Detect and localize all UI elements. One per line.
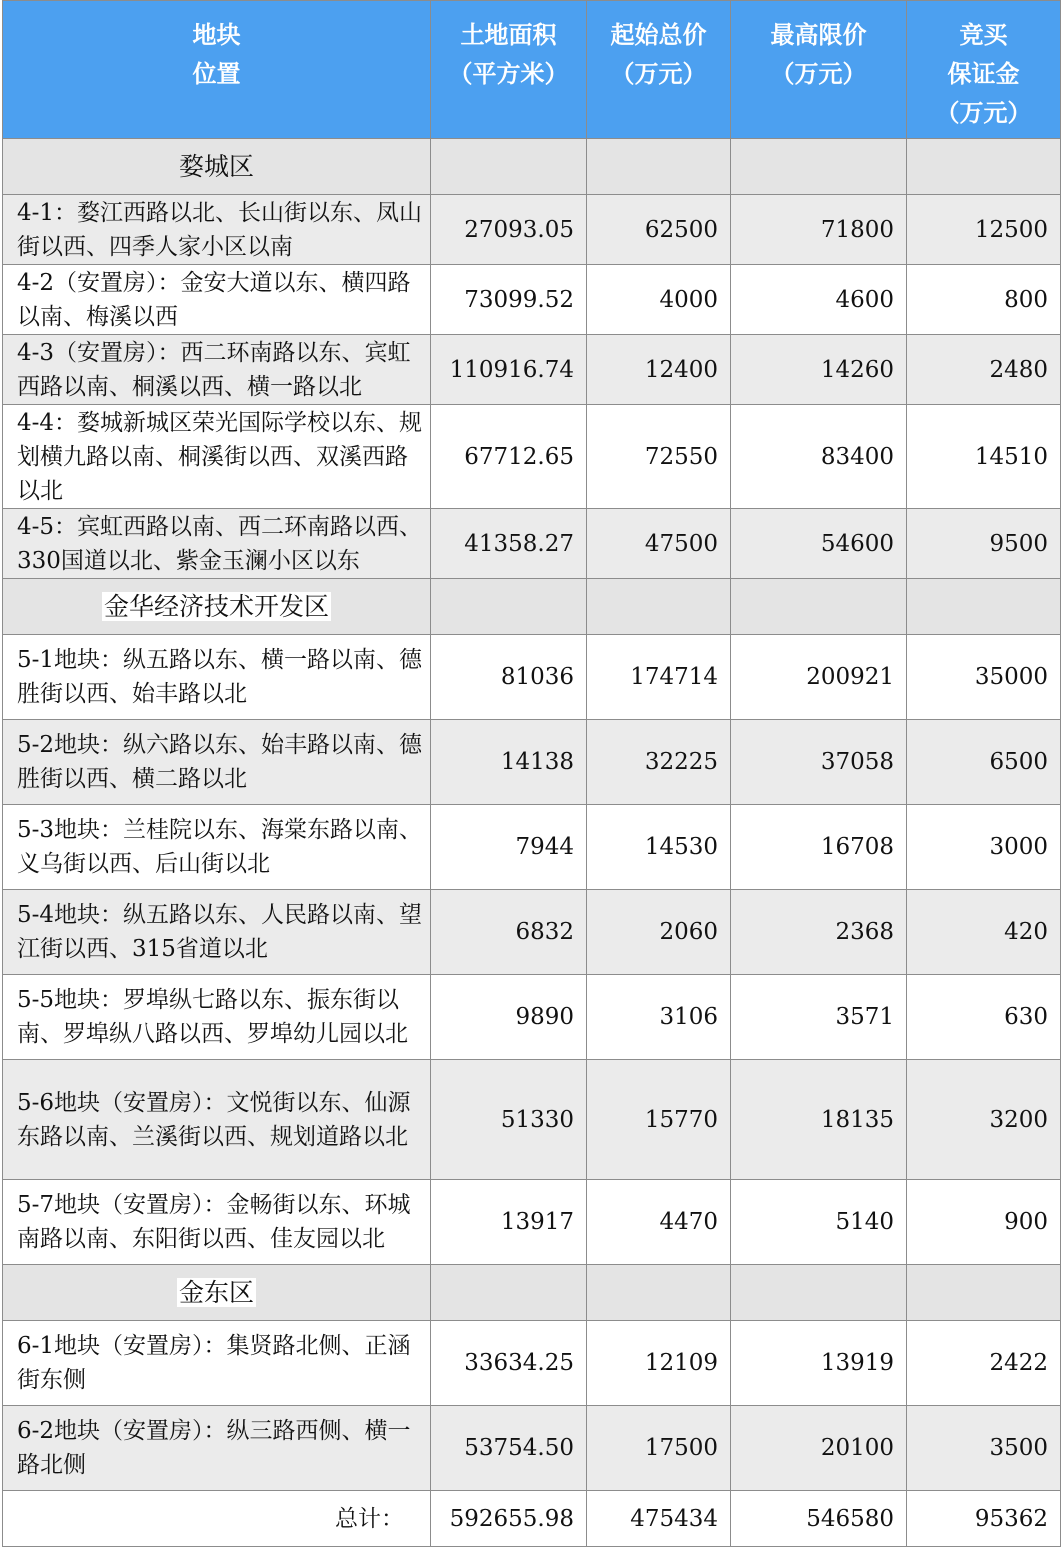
- table-row: [3, 1180, 1061, 1265]
- area-cell: 9890: [431, 975, 587, 1060]
- table-body: [3, 139, 1061, 1491]
- section-label-text: 金华经济技术开发区: [103, 591, 329, 621]
- start-price-cell: 4470: [587, 1180, 731, 1265]
- deposit-cell: 3000: [907, 805, 1061, 890]
- table-row: [3, 335, 1061, 405]
- header-area: [431, 1, 587, 139]
- section-empty-cell: [431, 579, 587, 635]
- area-cell: 27093.05: [431, 195, 587, 265]
- section-empty-cell: [731, 139, 907, 195]
- location-cell: 4-2（安置房）：金安大道以东、横四路以南、梅溪以西: [3, 265, 431, 335]
- deposit-cell: 6500: [907, 720, 1061, 805]
- deposit-cell: 2480: [907, 335, 1061, 405]
- area-cell: 81036: [431, 635, 587, 720]
- max-price-cell: 18135: [731, 1060, 907, 1180]
- location-cell: 5-4地块：纵五路以东、人民路以南、望江街以西、315省道以北: [3, 890, 431, 975]
- deposit-cell: 3200: [907, 1060, 1061, 1180]
- table-header: [3, 1, 1061, 139]
- max-price-cell: 200921: [731, 635, 907, 720]
- deposit-cell: 9500: [907, 509, 1061, 579]
- section-empty-cell: [907, 1265, 1061, 1321]
- location-cell: 4-1：婺江西路以北、长山街以东、凤山街以西、四季人家小区以南: [3, 195, 431, 265]
- location-cell: 5-5地块：罗埠纵七路以东、振东街以南、罗埠纵八路以西、罗埠幼儿园以北: [3, 975, 431, 1060]
- header-row: [3, 1, 1061, 139]
- max-price-cell: 5140: [731, 1180, 907, 1265]
- start-price-cell: 174714: [587, 635, 731, 720]
- location-cell: 5-1地块：纵五路以东、横一路以南、德胜街以西、始丰路以北: [3, 635, 431, 720]
- table-row: [3, 509, 1061, 579]
- deposit-cell: 12500: [907, 195, 1061, 265]
- total-deposit: 95362: [907, 1491, 1061, 1547]
- section-empty-cell: [907, 579, 1061, 635]
- location-cell: 6-1地块（安置房）：集贤路北侧、正涵街东侧: [3, 1321, 431, 1406]
- max-price-cell: 13919: [731, 1321, 907, 1406]
- section-label: [3, 1265, 431, 1321]
- max-price-cell: 3571: [731, 975, 907, 1060]
- table-row: [3, 1060, 1061, 1180]
- location-cell: 5-3地块：兰桂院以东、海棠东路以南、义乌街以西、后山街以北: [3, 805, 431, 890]
- table-row: [3, 1321, 1061, 1406]
- header-start-price-line: 起始总价: [610, 20, 707, 49]
- max-price-cell: 54600: [731, 509, 907, 579]
- table-row: [3, 265, 1061, 335]
- land-auction-table: [2, 0, 1061, 1547]
- table-footer: [3, 1491, 1061, 1547]
- area-cell: 110916.74: [431, 335, 587, 405]
- total-label: 总计：: [3, 1491, 431, 1547]
- location-cell: 5-7地块（安置房）：金畅街以东、环城南路以南、东阳街以西、佳友园以北: [3, 1180, 431, 1265]
- header-location: [3, 1, 431, 139]
- header-deposit-line: （万元）: [935, 98, 1032, 127]
- header-area-line: 土地面积: [460, 20, 557, 49]
- deposit-cell: 14510: [907, 405, 1061, 509]
- location-cell: 4-5：宾虹西路以南、西二环南路以西、330国道以北、紫金玉澜小区以东: [3, 509, 431, 579]
- location-cell: 5-6地块（安置房）：文悦街以东、仙源东路以南、兰溪街以西、规划道路以北: [3, 1060, 431, 1180]
- start-price-cell: 2060: [587, 890, 731, 975]
- section-row: [3, 139, 1061, 195]
- start-price-cell: 17500: [587, 1406, 731, 1491]
- section-label: [3, 579, 431, 635]
- table-row: [3, 720, 1061, 805]
- header-start-price: [587, 1, 731, 139]
- start-price-cell: 3106: [587, 975, 731, 1060]
- area-cell: 13917: [431, 1180, 587, 1265]
- area-cell: 73099.52: [431, 265, 587, 335]
- table-row: [3, 890, 1061, 975]
- area-cell: 51330: [431, 1060, 587, 1180]
- header-location-line: 地块: [192, 20, 241, 49]
- deposit-cell: 420: [907, 890, 1061, 975]
- max-price-cell: 20100: [731, 1406, 907, 1491]
- area-cell: 6832: [431, 890, 587, 975]
- section-empty-cell: [431, 1265, 587, 1321]
- max-price-cell: 4600: [731, 265, 907, 335]
- section-label-text: 婺城区: [178, 151, 254, 181]
- location-cell: 4-3（安置房）：西二环南路以东、宾虹西路以南、桐溪以西、横一路以北: [3, 335, 431, 405]
- start-price-cell: 12400: [587, 335, 731, 405]
- start-price-cell: 47500: [587, 509, 731, 579]
- header-deposit: [907, 1, 1061, 139]
- table-row: [3, 405, 1061, 509]
- area-cell: 67712.65: [431, 405, 587, 509]
- start-price-cell: 15770: [587, 1060, 731, 1180]
- header-area-line: （平方米）: [448, 59, 569, 88]
- deposit-cell: 35000: [907, 635, 1061, 720]
- location-cell: 6-2地块（安置房）：纵三路西侧、横一路北侧: [3, 1406, 431, 1491]
- max-price-cell: 2368: [731, 890, 907, 975]
- deposit-cell: 630: [907, 975, 1061, 1060]
- total-max-price: 546580: [731, 1491, 907, 1547]
- section-empty-cell: [587, 579, 731, 635]
- area-cell: 14138: [431, 720, 587, 805]
- section-empty-cell: [731, 579, 907, 635]
- section-empty-cell: [587, 1265, 731, 1321]
- start-price-cell: 62500: [587, 195, 731, 265]
- table-row: [3, 195, 1061, 265]
- total-area: 592655.98: [431, 1491, 587, 1547]
- max-price-cell: 14260: [731, 335, 907, 405]
- header-max-price: [731, 1, 907, 139]
- start-price-cell: 72550: [587, 405, 731, 509]
- start-price-cell: 32225: [587, 720, 731, 805]
- header-max-price-line: 最高限价: [770, 20, 867, 49]
- table-row: [3, 635, 1061, 720]
- section-empty-cell: [731, 1265, 907, 1321]
- table-row: [3, 1406, 1061, 1491]
- total-start-price: 475434: [587, 1491, 731, 1547]
- section-label-text: 金东区: [178, 1277, 254, 1307]
- max-price-cell: 83400: [731, 405, 907, 509]
- header-deposit-line: 保证金: [947, 59, 1020, 88]
- section-empty-cell: [431, 139, 587, 195]
- header-deposit-line: 竞买: [959, 20, 1008, 49]
- area-cell: 41358.27: [431, 509, 587, 579]
- start-price-cell: 14530: [587, 805, 731, 890]
- section-empty-cell: [587, 139, 731, 195]
- table-row: [3, 975, 1061, 1060]
- location-cell: 4-4：婺城新城区荣光国际学校以东、规划横九路以南、桐溪街以西、双溪西路以北: [3, 405, 431, 509]
- section-empty-cell: [907, 139, 1061, 195]
- deposit-cell: 2422: [907, 1321, 1061, 1406]
- area-cell: 7944: [431, 805, 587, 890]
- max-price-cell: 71800: [731, 195, 907, 265]
- deposit-cell: 3500: [907, 1406, 1061, 1491]
- total-row: [3, 1491, 1061, 1547]
- table-row: [3, 805, 1061, 890]
- max-price-cell: 16708: [731, 805, 907, 890]
- header-location-line: 位置: [192, 59, 241, 88]
- header-max-price-line: （万元）: [770, 59, 867, 88]
- start-price-cell: 12109: [587, 1321, 731, 1406]
- max-price-cell: 37058: [731, 720, 907, 805]
- area-cell: 33634.25: [431, 1321, 587, 1406]
- deposit-cell: 800: [907, 265, 1061, 335]
- area-cell: 53754.50: [431, 1406, 587, 1491]
- deposit-cell: 900: [907, 1180, 1061, 1265]
- start-price-cell: 4000: [587, 265, 731, 335]
- section-row: [3, 579, 1061, 635]
- location-cell: 5-2地块：纵六路以东、始丰路以南、德胜街以西、横二路以北: [3, 720, 431, 805]
- header-start-price-line: （万元）: [610, 59, 707, 88]
- section-row: [3, 1265, 1061, 1321]
- section-label: [3, 139, 431, 195]
